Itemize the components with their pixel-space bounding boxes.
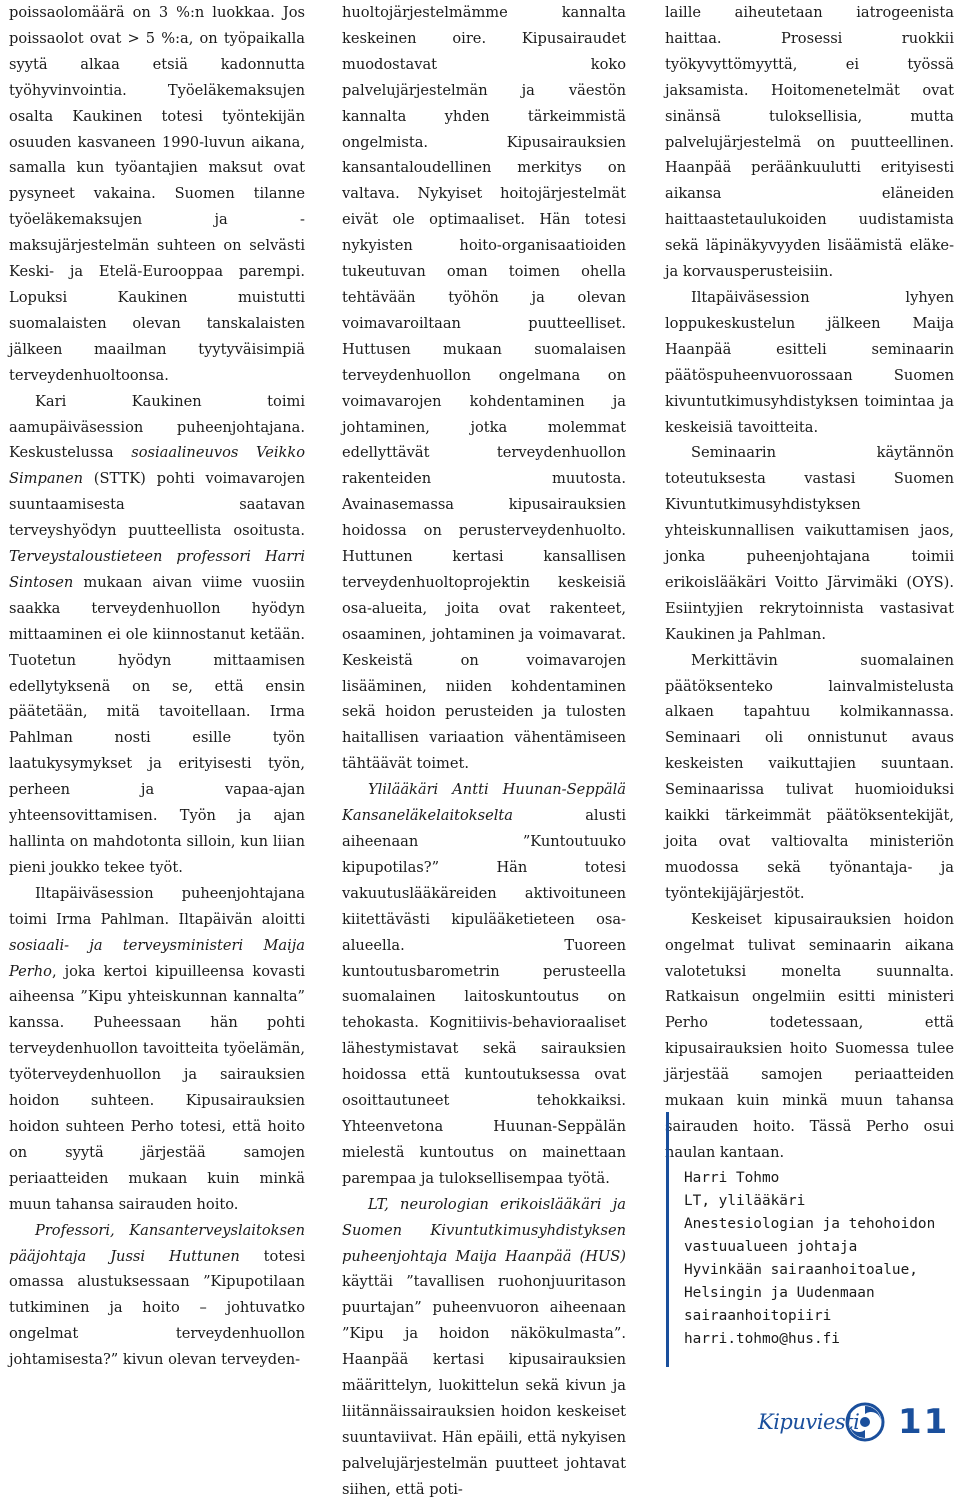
paragraph: Iltapäiväsession puheenjohtajana toimi Irma Pahlman. Iltapäivän aloitti sosiaali- ja terveysministeri Maija Perho, joka kertoi kipuilleensa kovasti aiheensa ”Kipu yhteiskunnan kannalta” kanssa. Puheessaan hän pohti terveydenhuollon tavoitteita työelämän, työterveydenhuollon ja sairauksien hoidon suhteen. Kipusairauksien hoidon suhteen Perho totesi, että hoito on syytä järjestää samojen periaatteiden mukaan kuin minkä muun tahansa sairauden hoito. (9, 884, 305, 1213)
paragraph: Keskeiset kipusairauksien hoidon ongelmat tulivat seminaarin aikana valotetuksi monelta suunnalta. Ratkaisun ongelmiin esitti ministeri Perho todetessaan, että kipusairauksien hoito Suomessa tulee järjestää samojen periaatteiden mukaan kuin minkä muun tahansa sairauden hoito. Tässä Perho osui naulan kantaan. (665, 910, 954, 1161)
paragraph: Kari Kaukinen toimi aamupäiväsession puheenjohtajana. Keskustelussa sosiaalineuvos Veikko Simpanen (STTK) pohti voimavarojen suuntaamisesta saatavan terveyshyödyn puutteellista osoitusta. Terveystaloustieteen professori Harri Sintosen mukaan aivan viime vuosiin saakka terveydenhuollon hyödyn mittaaminen ei ole kiinnostanut ketään. Tuotetun hyödyn mittaamisen edellytyksenä on se, että ensin päätetään, mitä tavoitellaan. Irma Pahlman nosti esille työn laatukysymykset ja erityisesti työn, perheen ja vapaa-ajan yhteensovittamisen. Työn ja ajan hallinta on mahdotonta silloin, kun liian pieni joukko tekee työt. (9, 392, 305, 876)
article-column-2 (342, 0, 626, 1503)
paragraph: Merkittävin suomalainen päätöksenteko lainvalmistelusta alkaen tapahtuu kolmikannassa. Seminaari oli onnistunut avaus keskeisten vaikuttajien suuntaan. Seminaarissa tulivat huomioiduksi kaikki tärkeimmät päätöksentekijät, joita ovat valtiovalta ministeriön muodossa sekä työnantaja- ja työntekijäjärjestöt. (665, 651, 954, 902)
page-number: 11 (898, 1402, 950, 1442)
paragraph: Seminaarin käytännön toteutuksesta vastasi Suomen Kivuntutkimusyhdistyksen yhteiskunnallisen vaikuttamisen jaos, jonka puheenjohtajana toimii erikoislääkäri Voitto Järvimäki (OYS). Esiintyjien rekrytoinnista vastasivat Kaukinen ja Pahlman. (665, 444, 954, 643)
paragraph: Iltapäiväsession lyhyen loppukeskustelun jälkeen Maija Haanpää esitteli seminaarin päätöspuheenvuorossaan Suomen kivuntutkimusyhdistyksen toimintaa ja keskeisiä tavoitteita. (665, 288, 954, 436)
author-signature (666, 1112, 954, 1367)
paragraph: laille aiheutetaan iatrogeenista haittaa. Prosessi ruokkii työkyvyttömyyttä, ei työssä jaksamista. Hoitomenetelmät ovat sinänsä tuloksellisia, mutta palvelujärjestelmä on puutteellinen. Haanpää peräänkuulutti erityisesti aikansa eläneiden haittaastetaulukoiden uudistamista sekä läpinäkyvyyden lisäämistä eläke- ja korvausperusteisiin. (665, 4, 954, 281)
kipuviesti-logo-icon (845, 1402, 885, 1442)
author-affiliation-line: Anestesiologian ja tehohoidon (684, 1216, 936, 1232)
magazine-brand: Kipuviesti (758, 1410, 860, 1434)
author-email: harri.tohmo@hus.fi (684, 1331, 840, 1347)
author-affiliation-line: Hyvinkään sairaanhoitoalue, (684, 1262, 918, 1278)
paragraph: poissaolomäärä on 3 %:n luokkaa. Jos poissaolot ovat > 5 %:a, on työpaikalla syytä alkaa etsiä kadonnutta työhyvinvointia. Työeläkemaksujen osalta Kaukinen totesi työntekijän osuuden kasvaneen 1990-luvun aikana, samalla kun työantajien maksut ovat pysyneet vakaina. Suomen tilanne työeläkemaksujen ja -maksujärjestelmän suhteen on selvästi Keski- ja Etelä-Eurooppaa parempi. Lopuksi Kaukinen muistutti suomalaisten olevan tanskalaisten jälkeen maailman tyytyväisimpiä terveydenhuoltoonsa. (9, 4, 305, 384)
author-name: Harri Tohmo (684, 1170, 780, 1186)
paragraph: Ylilääkäri Antti Huunan-Seppälä Kansaneläkelaitokselta alusti aiheenaan ”Kuntoutuuko kipupotilas?” Hän totesi vakuutuslääkäreiden aktivoituneen kiitettävästi kipulääketieteen osa-alueella. Tuoreen kuntoutusbarometrin perusteella suomalainen laitoskuntoutus on tehokasta. Kognitiivis-behavioraaliset lähestymistavat sekä sairauksien hoidossa että kuntoutuksessa ovat osoittautuneet tehokkaiksi. Yhteenvetona Huunan-Seppälän mielestä kuntoutus on mainettaan parempaa ja tuloksellisempaa työtä. (342, 781, 626, 1187)
author-affiliation-line: Helsingin ja Uudenmaan (684, 1285, 875, 1301)
author-affiliation-line: sairaanhoitopiiri (684, 1308, 832, 1324)
page-footer (720, 1400, 960, 1444)
paragraph: LT, neurologian erikoislääkäri ja Suomen Kivuntutkimusyhdistyksen puheenjohtaja Maija Haanpää (HUS) käyttäi ”tavallisen ruohonjuuritason puurtajan” puheenvuoron aiheenaan ”Kipu ja hoidon näkökulmasta”. Haanpää kertasi kipusairauksien määrittelyn, luokittelun sekä kivun ja liitännäissairauksien hoidon keskeiset suuntaviivat. Hän epäili, että nykyisen palvelujärjestelmän puutteet johtavat siihen, että poti- (342, 1195, 626, 1498)
paragraph: Professori, Kansanterveyslaitoksen pääjohtaja Jussi Huttunen totesi omassa alustuksessaan ”Kipupotilaan tutkiminen ja hoito – johtuvatko ongelmat terveydenhuollon johtamisesta?” kivun olevan terveyden- (9, 1221, 305, 1369)
author-affiliation-line: vastuualueen johtaja (684, 1239, 858, 1255)
author-title: LT, ylilääkäri (684, 1193, 806, 1209)
paragraph: huoltojärjestelmämme kannalta keskeinen oire. Kipusairaudet muodostavat koko palvelujärjestelmän ja väestön kannalta yhden tärkeimmistä ongelmista. Kipusairauksien kansantaloudellinen merkitys on valtava. Nykyiset hoitojärjestelmät eivät ole optimaaliset. Hän totesi nykyisten hoito-organisaatioiden tukeutuvan oman toimen ohella tehtävään työhön ja olevan voimavaroiltaan puutteelliset. Huttusen mukaan suomalaisen terveydenhuollon ongelmana on voimavarojen kohdentaminen ja johtaminen, jotka molemmat edellyttävät terveydenhuollon rakenteiden muutosta. Avainasemassa kipusairauksien hoidossa on perusterveydenhuolto. Huttunen kertasi kansallisen terveydenhuoltoprojektin keskeisiä osa-alueita, joita ovat rakenteet, osaaminen, johtaminen ja voimavarat. Keskeistä on voimavarojen lisääminen, niiden kohdentaminen sekä hoidon perusteiden ja tulosten haitallisen variaation vähentämiseen tähtäävät toimet. (342, 4, 626, 773)
article-column-3 (665, 0, 954, 1166)
article-column-1 (9, 0, 305, 1373)
